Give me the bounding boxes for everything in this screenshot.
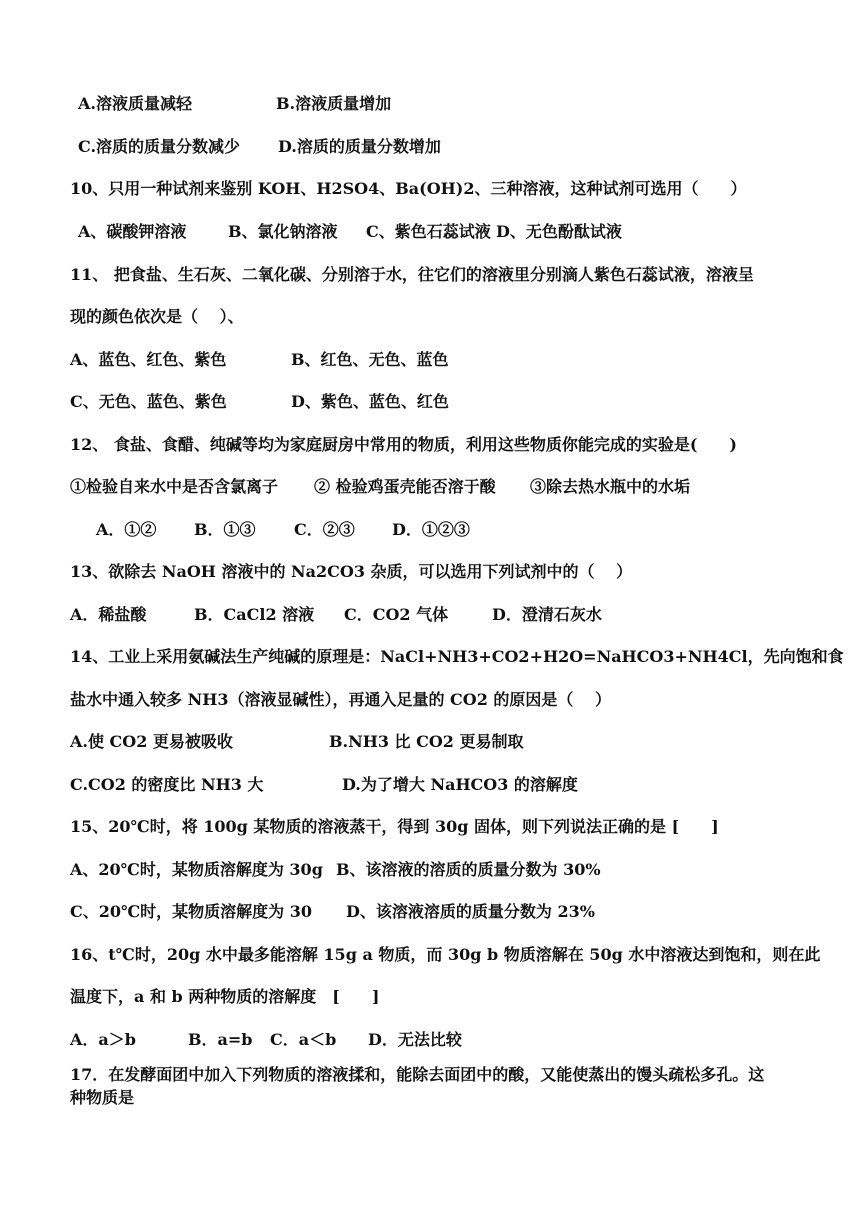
q11-option-a: A、蓝色、红色、紫色 (70, 350, 227, 369)
q10-option-a: A、碳酸钾溶液 (78, 222, 187, 241)
q12-statement-3: ③除去热水瓶中的水垢 (530, 477, 691, 496)
q13-option-c: C．CO2 气体 (344, 605, 449, 624)
q12-option-d: D．①②③ (392, 520, 470, 539)
q9-option-c: C.溶质的质量分数减少 (78, 137, 241, 156)
q9-option-a: A.溶液质量减轻 (78, 94, 192, 113)
q11-stem-line2: 现的颜色依次是（ ）、 (70, 307, 244, 326)
q15-stem: 15、20℃时，将 100g 某物质的溶液蒸干，得到 30g 固体，则下列说法正确的是 [ ] (70, 817, 719, 836)
q16-stem-line2: 温度下，a 和 b 两种物质的溶解度 [ ] (70, 987, 380, 1006)
q14-stem-line1: 14、工业上采用氨碱法生产纯碱的原理是：NaCl+NH3+CO2+H2O=NaHCO3+NH4Cl，先向饱和食 (70, 647, 844, 666)
q9-option-d: D.溶质的质量分数增加 (278, 137, 441, 156)
q13-stem: 13、欲除去 NaOH 溶液中的 Na2CO3 杂质，可以选用下列试剂中的（ ） (70, 562, 633, 581)
q12-option-a: A．①② (96, 520, 157, 539)
q15-option-d: D、该溶液溶质的质量分数为 23% (346, 902, 595, 921)
q16-option-a: A．a＞b (70, 1030, 136, 1049)
q13-option-d: D．澄清石灰水 (492, 605, 602, 624)
q14-stem-line2: 盐水中通入较多 NH3（溶液显碱性），再通入足量的 CO2 的原因是（ ） (70, 690, 611, 709)
q14-option-b: B.NH3 比 CO2 更易制取 (329, 732, 524, 751)
q16-option-c: C．a＜b (270, 1030, 337, 1049)
q12-statement-2: ② 检验鸡蛋壳能否溶于酸 (314, 477, 496, 496)
q10-option-b: B、氯化钠溶液 (228, 222, 338, 241)
q11-option-b: B、红色、无色、蓝色 (291, 350, 449, 369)
q16-option-d: D．无法比较 (368, 1030, 462, 1049)
q17-stem-line2: 种物质是 (70, 1088, 135, 1107)
q10-option-d: D、无色酚酞试液 (496, 222, 622, 241)
q12-option-c: C．②③ (294, 520, 355, 539)
q12-statement-1: ①检验自来水中是否含氯离子 (70, 477, 279, 496)
q13-option-a: A．稀盐酸 (70, 605, 147, 624)
q12-option-b: B．①③ (194, 520, 256, 539)
q11-option-c: C、无色、蓝色、紫色 (70, 392, 227, 411)
q11-option-d: D、紫色、蓝色、红色 (291, 392, 449, 411)
q16-stem-line1: 16、t℃时，20g 水中最多能溶解 15g a 物质，而 30g b 物质溶解在 50g 水中溶液达到饱和，则在此 (70, 945, 821, 964)
q10-option-c: C、紫色石蕊试液 (366, 222, 491, 241)
q10-stem: 10、只用一种试剂来鉴别 KOH、H2SO4、Ba(OH)2、三种溶液，这种试剂可选用（ ） (70, 179, 747, 198)
q9-option-b: B.溶液质量增加 (276, 94, 392, 113)
q14-option-a: A.使 CO2 更易被吸收 (70, 732, 233, 751)
q15-option-c: C、20℃时，某物质溶解度为 30 (70, 902, 313, 921)
q14-option-d: D.为了增大 NaHCO3 的溶解度 (342, 775, 578, 794)
q14-option-c: C.CO2 的密度比 NH3 大 (70, 775, 264, 794)
q15-option-a: A、20℃时，某物质溶解度为 30g (70, 860, 323, 879)
q17-stem-line1: 17．在发酵面团中加入下列物质的溶液揉和，能除去面团中的酸，又能使蒸出的馒头疏松多孔。这 (70, 1065, 765, 1084)
q11-stem-line1: 11、 把食盐、生石灰、二氧化碳、分别溶于水，往它们的溶液里分别滴人紫色石蕊试液，溶液呈 (70, 265, 754, 284)
q12-stem: 12、 食盐、食醋、纯碱等均为家庭厨房中常用的物质，利用这些物质你能完成的实验是( ) (70, 435, 737, 454)
q15-option-b: B、该溶液的溶质的质量分数为 30% (336, 860, 601, 879)
q13-option-b: B．CaCl2 溶液 (194, 605, 315, 624)
q16-option-b: B．a=b (188, 1030, 253, 1049)
